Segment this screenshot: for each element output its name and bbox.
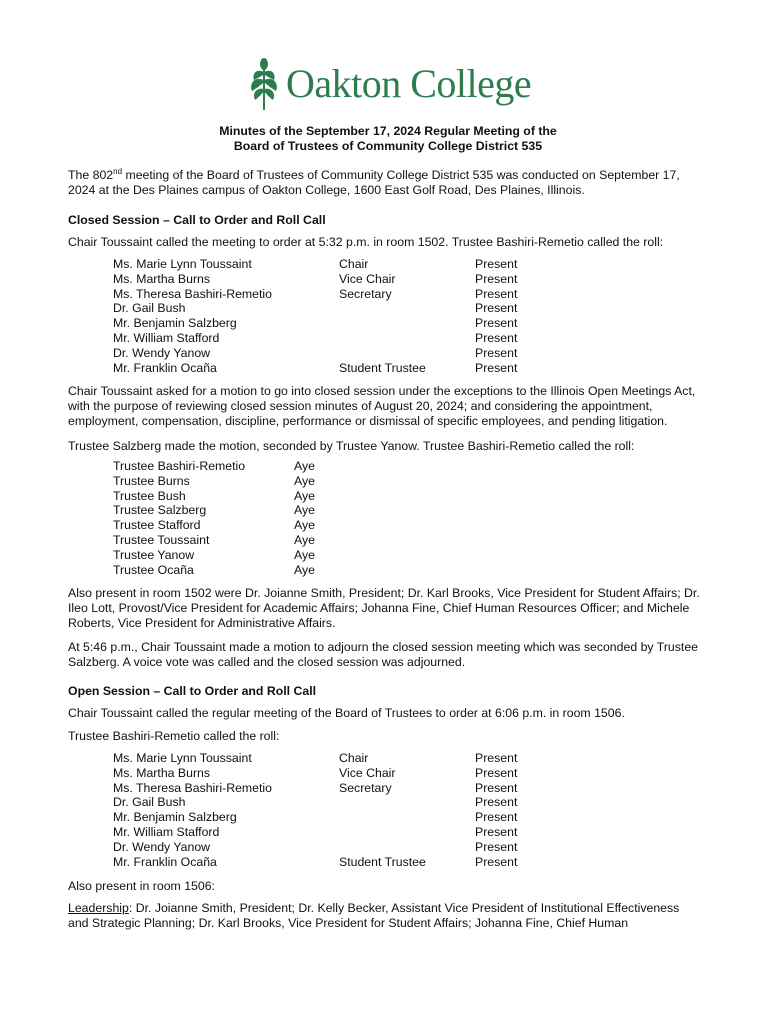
vote-value: Aye — [294, 503, 315, 518]
vote-value: Aye — [294, 518, 315, 533]
member-status: Present — [475, 257, 518, 271]
member-role: Chair — [339, 751, 369, 765]
open-roll-table — [113, 751, 535, 869]
table-row — [113, 489, 334, 504]
intro-paragraph: The 802nd meeting of the Board of Trustees of Community College District 535 was conducted on September 17, 2024 at the Des Plaines campus of Oakton College, 1600 East Golf Road, Des Plaines, Illinois. — [68, 166, 680, 197]
member-name: Mr. William Stafford — [113, 824, 220, 839]
member-status: Present — [475, 286, 518, 301]
open-also-present: Also present in room 1506: — [68, 879, 215, 893]
closed-motion: Trustee Salzberg made the motion, seconded by Trustee Yanow. Trustee Bashiri-Remetio called the roll: — [68, 439, 635, 453]
member-name: Ms. Martha Burns — [113, 271, 211, 286]
member-name: Mr. William Stafford — [113, 330, 220, 345]
table-row — [113, 825, 535, 840]
voter-name: Trustee Toussaint — [113, 532, 210, 547]
member-role: Secretary — [339, 780, 392, 795]
member-name: Ms. Marie Lynn Toussaint — [113, 257, 252, 271]
table-row — [113, 272, 535, 287]
closed-adjourn: At 5:46 p.m., Chair Toussaint made a motion to adjourn the closed session meeting which was seconded by Trustee Salzberg. A voice vote was called and the closed session was adjourned. — [68, 640, 698, 669]
member-role: Vice Chair — [339, 271, 396, 286]
table-row — [113, 810, 535, 825]
member-status: Present — [475, 824, 518, 839]
member-name: Ms. Theresa Bashiri-Remetio — [113, 780, 273, 795]
table-row — [113, 331, 535, 346]
leadership-paragraph — [68, 901, 703, 931]
member-status: Present — [475, 854, 518, 869]
voter-name: Trustee Ocaña — [113, 562, 194, 577]
table-row — [113, 459, 334, 474]
member-role — [339, 825, 475, 840]
vote-value: Aye — [294, 473, 315, 488]
table-row — [113, 346, 535, 361]
member-status: Present — [475, 301, 518, 316]
member-status: Present — [475, 780, 518, 795]
table-row — [113, 518, 334, 533]
member-status: Present — [475, 271, 518, 286]
member-name: Mr. Benjamin Salzberg — [113, 810, 237, 825]
member-role — [339, 810, 475, 825]
table-row — [113, 840, 535, 855]
member-role — [339, 795, 475, 810]
vote-value: Aye — [294, 488, 315, 503]
table-row — [113, 287, 535, 302]
vote-value: Aye — [294, 459, 315, 473]
table-row — [113, 751, 535, 766]
table-row — [113, 503, 334, 518]
logo-wordmark: Oakton College — [286, 61, 532, 106]
table-row — [113, 548, 334, 563]
member-name: Mr. Benjamin Salzberg — [113, 316, 237, 331]
table-row — [113, 257, 535, 272]
member-name: Mr. Franklin Ocaña — [113, 854, 217, 869]
member-status: Present — [475, 839, 518, 854]
member-status: Present — [475, 810, 518, 825]
vote-value: Aye — [294, 547, 315, 562]
member-status: Present — [475, 360, 518, 375]
vote-value: Aye — [294, 532, 315, 547]
member-name: Ms. Theresa Bashiri-Remetio — [113, 286, 273, 301]
voter-name: Trustee Bush — [113, 488, 186, 503]
table-row — [113, 563, 334, 578]
vote-value: Aye — [294, 562, 315, 577]
ordinal-suffix: nd — [113, 166, 123, 176]
table-row — [113, 361, 535, 376]
member-status: Present — [475, 751, 518, 765]
member-status: Present — [475, 765, 518, 780]
member-role — [339, 331, 475, 346]
table-row — [113, 766, 535, 781]
leadership-text: : Dr. Joianne Smith, President; Dr. Kelly Becker, Assistant Vice President of Institutional Effectiveness and Strategic Planning; Dr. Karl Brooks, Vice President for Student Affairs; Johanna Fine, Chief Human — [68, 901, 680, 930]
title-line-2: Board of Trustees of Community College District 535 — [233, 139, 543, 153]
member-status: Present — [475, 316, 518, 331]
member-role: Student Trustee — [339, 360, 426, 375]
member-role — [339, 316, 475, 331]
table-row — [113, 795, 535, 810]
voter-name: Trustee Burns — [113, 473, 190, 488]
member-status: Present — [475, 330, 518, 345]
open-session-heading: Open Session – Call to Order and Roll Call — [68, 684, 317, 698]
member-name: Ms. Marie Lynn Toussaint — [113, 751, 252, 765]
member-status: Present — [475, 795, 518, 810]
member-name: Dr. Gail Bush — [113, 795, 186, 810]
voter-name: Trustee Stafford — [113, 518, 201, 533]
voter-name: Trustee Salzberg — [113, 503, 207, 518]
table-row — [113, 855, 535, 870]
leadership-label: Leadership — [68, 901, 129, 915]
oakton-logo — [248, 58, 531, 110]
oak-leaf-icon — [248, 58, 280, 110]
member-status: Present — [475, 345, 518, 360]
open-call-to-order: Chair Toussaint called the regular meeting of the Board of Trustees to order at 6:06 p.m. in room 1506. — [68, 706, 625, 720]
table-row — [113, 301, 535, 316]
closed-call-to-order: Chair Toussaint called the meeting to order at 5:32 p.m. in room 1502. Trustee Bashiri-Remetio called the roll: — [68, 235, 664, 249]
member-name: Dr. Gail Bush — [113, 301, 186, 316]
title-line-1: Minutes of the September 17, 2024 Regular Meeting of the — [219, 124, 557, 138]
table-row — [113, 474, 334, 489]
closed-also-present: Also present in room 1502 were Dr. Joianne Smith, President; Dr. Karl Brooks, Vice President for Student Affairs; Dr. Ileo Lott, Provost/Vice President for Academic Affairs; Johanna Fine, Chief Human Resources Officer; and Michele Roberts, Vice President for Administrative Affairs. — [68, 586, 700, 630]
voter-name: Trustee Bashiri-Remetio — [113, 459, 246, 473]
document-title — [68, 124, 708, 154]
member-name: Ms. Martha Burns — [113, 765, 211, 780]
member-role — [339, 346, 475, 361]
member-role — [339, 840, 475, 855]
member-name: Mr. Franklin Ocaña — [113, 360, 217, 375]
member-role: Secretary — [339, 286, 392, 301]
table-row — [113, 316, 535, 331]
member-role: Chair — [339, 257, 369, 271]
table-row — [113, 533, 334, 548]
member-role — [339, 301, 475, 316]
closed-motion-request: Chair Toussaint asked for a motion to go into closed session under the exceptions to the Illinois Open Meetings Act, with the purpose of reviewing closed session minutes of August 20, 2024; and considering the appointment, employment, compensation, discipline, performance or dismissal of specific employees, and pending litigation. — [68, 384, 696, 428]
voter-name: Trustee Yanow — [113, 547, 195, 562]
member-role: Student Trustee — [339, 854, 426, 869]
closed-session-heading: Closed Session – Call to Order and Roll Call — [68, 213, 326, 227]
table-row — [113, 781, 535, 796]
open-roll-call: Trustee Bashiri-Remetio called the roll: — [68, 729, 280, 743]
member-role: Vice Chair — [339, 765, 396, 780]
closed-roll-table — [113, 257, 535, 375]
member-name: Dr. Wendy Yanow — [113, 839, 211, 854]
member-name: Dr. Wendy Yanow — [113, 345, 211, 360]
closed-vote-table — [113, 459, 334, 577]
